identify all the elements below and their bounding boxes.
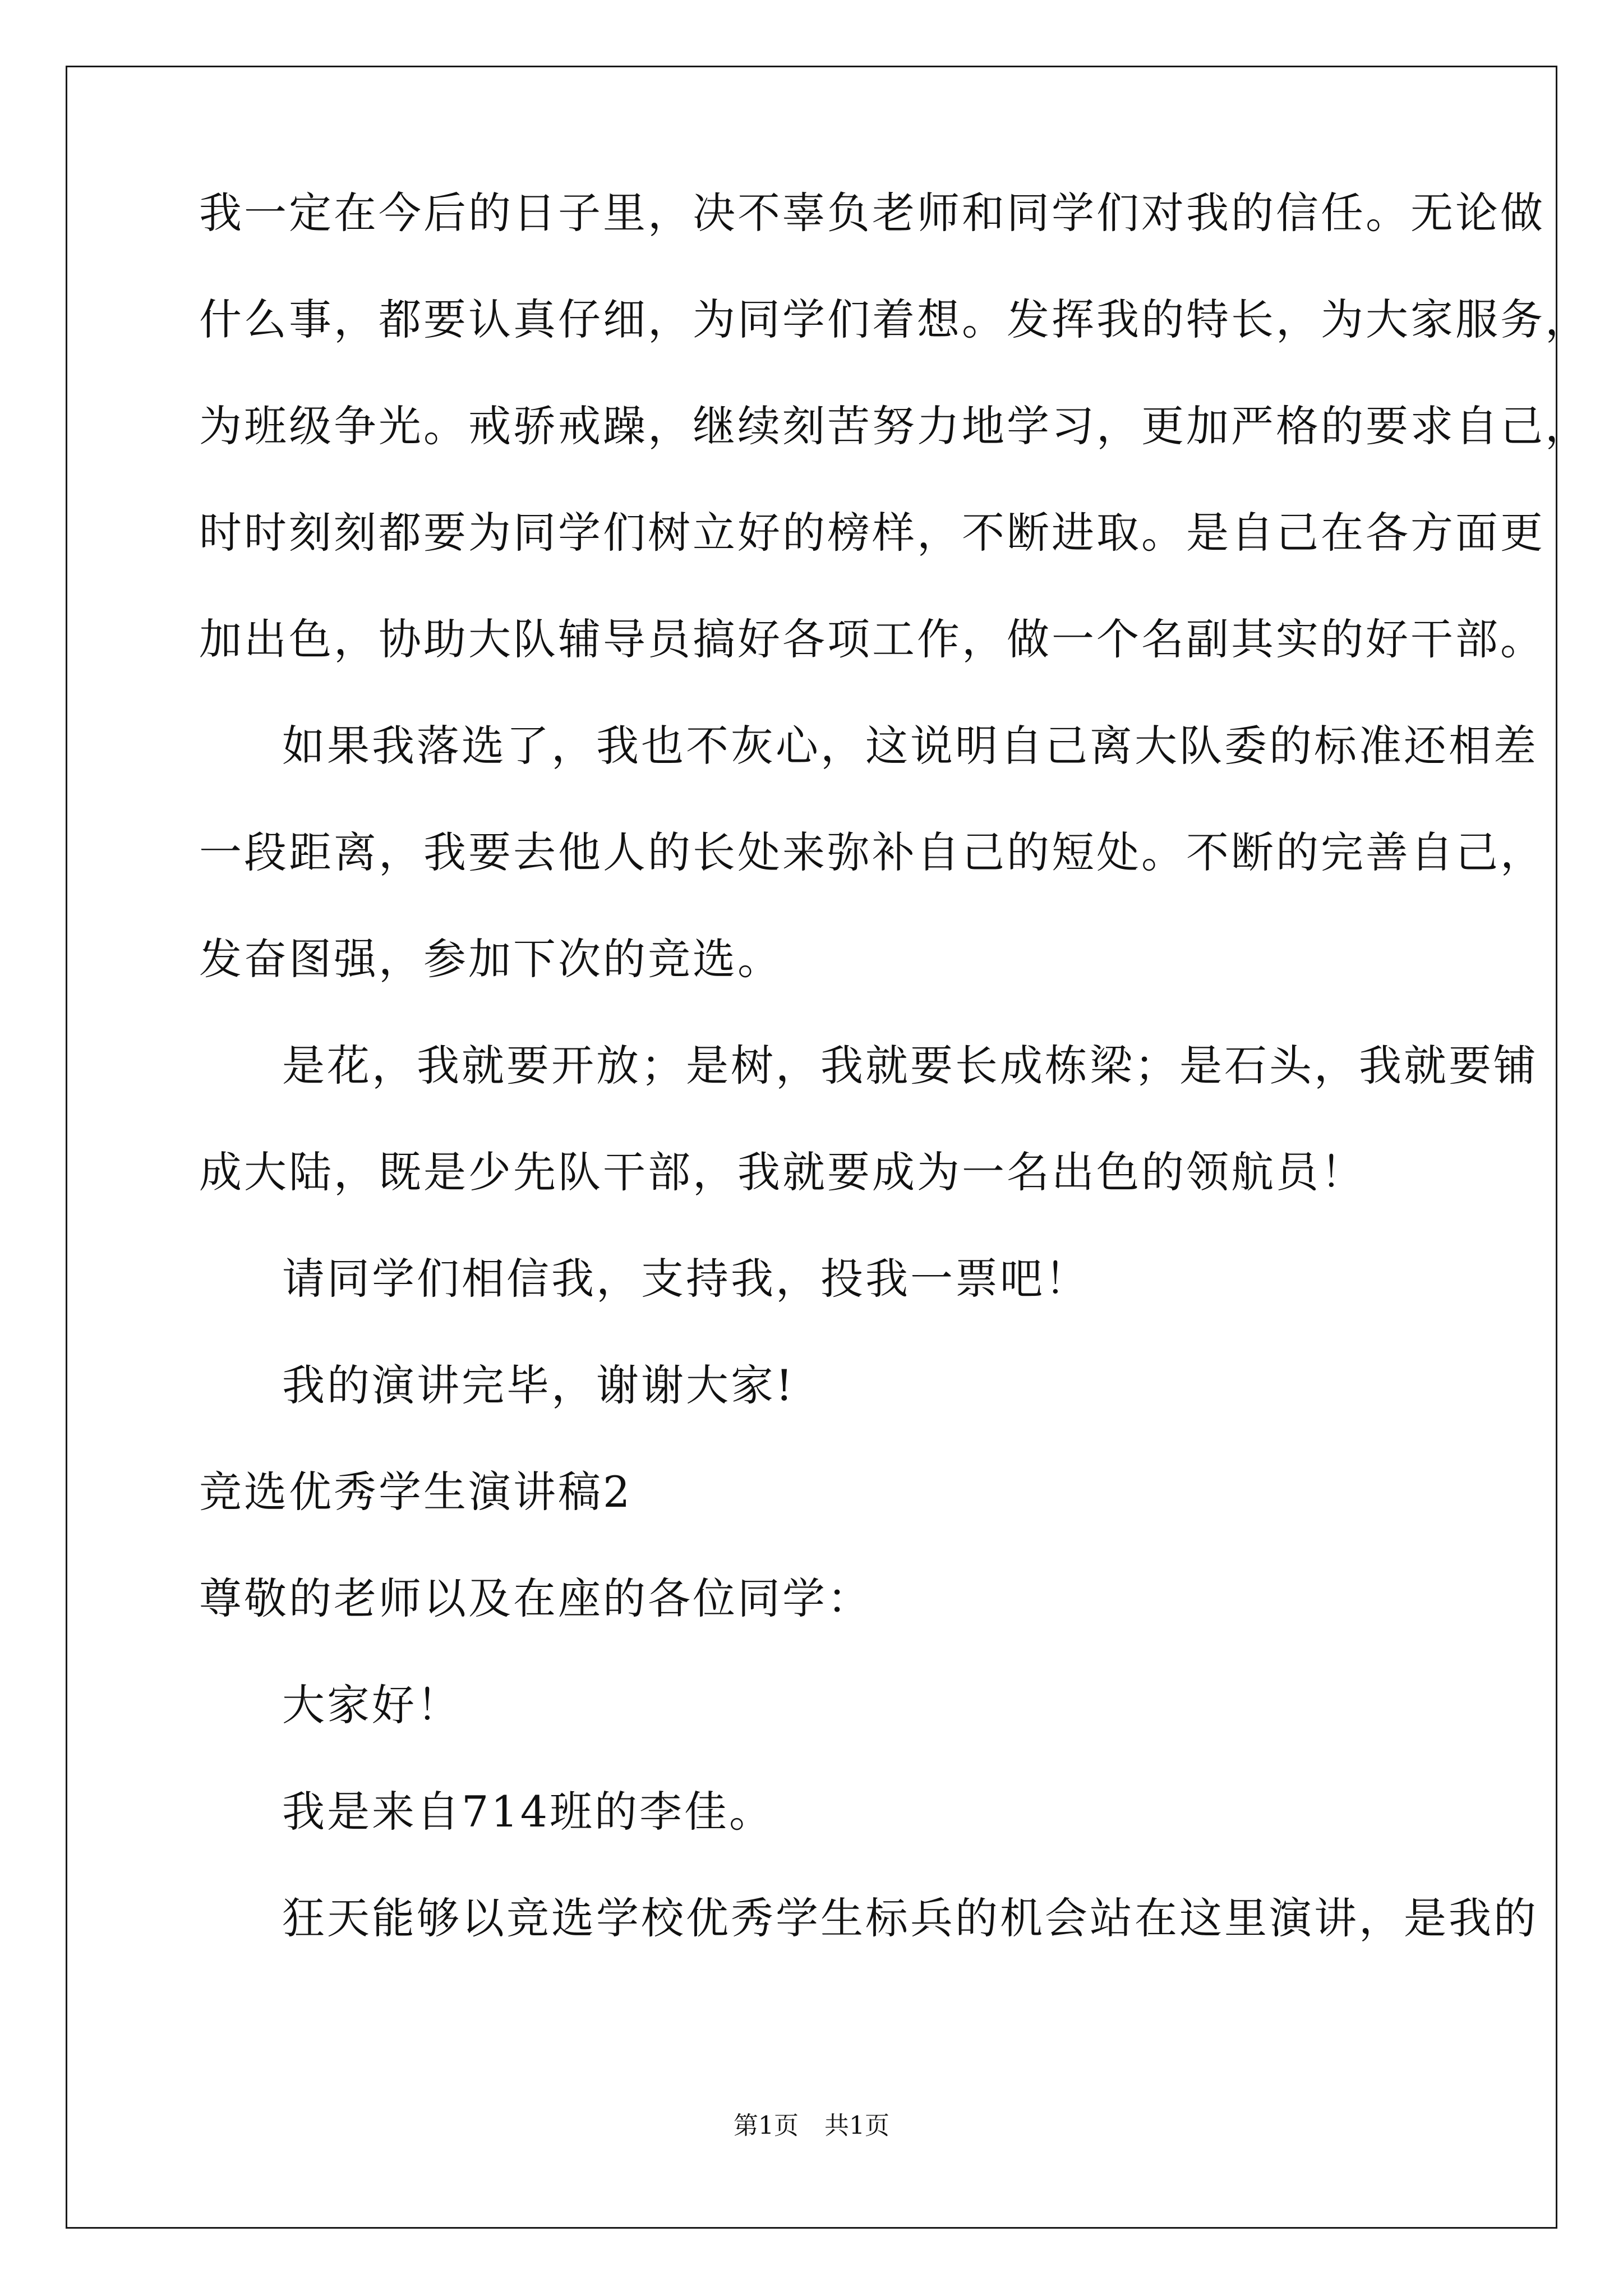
body-line: 发奋图强，参加下次的竞选。 [199, 934, 782, 984]
section-heading: 竞选优秀学生演讲稿2 [199, 1467, 633, 1517]
salutation: 尊敬的老师以及在座的各位同学： [199, 1573, 872, 1623]
body-line: 如果我落选了，我也不灰心，这说明自己离大队委的标准还相差 [282, 721, 1538, 771]
page-number: 第1页 [734, 2111, 799, 2140]
body-line: 请同学们相信我，支持我，投我一票吧！ [282, 1254, 1090, 1304]
body-line: 成大陆，既是少先队干部，我就要成为一名出色的领航员！ [199, 1147, 1366, 1197]
body-line: 为班级争光。戒骄戒躁，继续刻苦努力地学习，更加严格的要求自己， [199, 401, 1590, 451]
body-line: 什么事，都要认真仔细，为同学们着想。发挥我的特长，为大家服务， [199, 295, 1590, 344]
body-line: 狂天能够以竞选学校优秀学生标兵的机会站在这里演讲，是我的 [282, 1893, 1538, 1943]
greeting: 大家好！ [282, 1680, 462, 1730]
body-line: 时时刻刻都要为同学们树立好的榜样，不断进取。是自己在各方面更 [199, 508, 1545, 558]
page-total: 共1页 [824, 2111, 889, 2140]
body-line: 加出色，协助大队辅导员搞好各项工作，做一个名副其实的好干部。 [199, 614, 1545, 664]
page-footer [0, 2109, 1623, 2143]
body-line: 我是来自714班的李佳。 [282, 1787, 774, 1837]
body-line: 一段距离，我要去他人的长处来弥补自己的短处。不断的完善自己， [199, 827, 1545, 877]
body-line: 我一定在今后的日子里，决不辜负老师和同学们对我的信任。无论做 [199, 188, 1545, 238]
body-line: 是花，我就要开放；是树，我就要长成栋梁；是石头，我就要铺 [282, 1041, 1538, 1091]
body-line: 我的演讲完毕，谢谢大家! [282, 1360, 795, 1410]
